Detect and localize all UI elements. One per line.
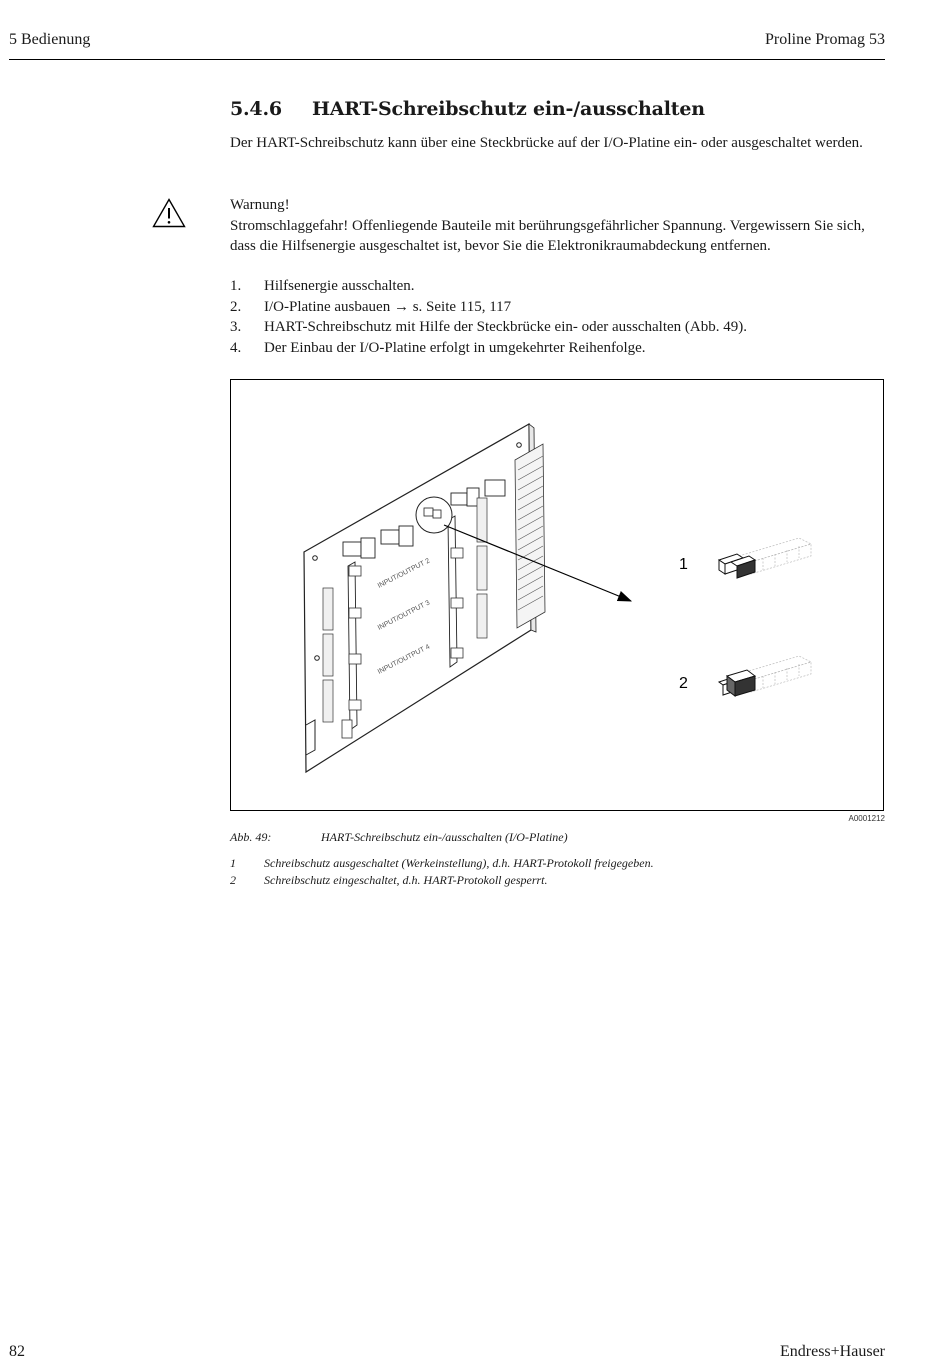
steps-list bbox=[230, 276, 890, 358]
figure-frame bbox=[230, 379, 884, 811]
header-rule bbox=[9, 59, 885, 60]
jumper-position-2 bbox=[719, 656, 811, 696]
intro-paragraph: Der HART-Schreibschutz kann über eine Steckbrücke auf der I/O-Platine ein- oder ausgeschaltet werden. bbox=[230, 135, 863, 151]
section-heading: HART-Schreibschutz ein-/ausschalten bbox=[312, 98, 705, 120]
section-title bbox=[230, 98, 705, 120]
board-label-io3: INPUT/OUTPUT 3 bbox=[376, 599, 432, 632]
section-number: 5.4.6 bbox=[230, 98, 282, 120]
list-item: 2. I/O-Platine ausbauen → s. Seite 115, 117 bbox=[230, 298, 512, 315]
board-outline bbox=[304, 424, 531, 772]
io-board-illustration bbox=[231, 380, 883, 810]
figure-caption bbox=[230, 830, 568, 845]
page-number: 82 bbox=[9, 1343, 25, 1360]
caption-label: Abb. 49: bbox=[230, 830, 272, 844]
warning-text: Stromschlaggefahr! Offenliegende Bauteile mit berührungsgefährlicher Spannung. Vergewissern Sie sich, dass die Hilfsenergie ausgeschaltet ist, bevor Sie die Elektronikraumabdeckung entfernen. bbox=[230, 217, 865, 254]
figure-id: A0001212 bbox=[848, 814, 885, 823]
caption-text: HART-Schreibschutz ein-/ausschalten (I/O-Platine) bbox=[321, 830, 568, 844]
legend-item: 1 Schreibschutz ausgeschaltet (Werkeinstellung), d.h. HART-Protokoll freigegeben. bbox=[230, 856, 654, 870]
list-item: 4. Der Einbau der I/O-Platine erfolgt in umgekehrter Reihenfolge. bbox=[230, 339, 646, 356]
warning-triangle-icon bbox=[152, 198, 186, 228]
header-product: Proline Promag 53 bbox=[765, 31, 885, 48]
callout-1: 1 bbox=[679, 556, 688, 573]
footer-brand: Endress+Hauser bbox=[780, 1343, 885, 1360]
callout-2: 2 bbox=[679, 675, 688, 692]
warning-block bbox=[230, 195, 890, 257]
list-item: 1. Hilfsenergie ausschalten. bbox=[230, 278, 415, 294]
header-section: 5 Bedienung bbox=[9, 31, 91, 48]
board-label-io2: INPUT/OUTPUT 2 bbox=[376, 557, 432, 590]
legend-item: 2 Schreibschutz eingeschaltet, d.h. HART-Protokoll gesperrt. bbox=[230, 873, 548, 887]
warning-heading: Warnung! bbox=[230, 197, 290, 213]
list-item: 3. HART-Schreibschutz mit Hilfe der Steckbrücke ein- oder ausschalten (Abb. 49). bbox=[230, 319, 747, 335]
board-label-io4: INPUT/OUTPUT 4 bbox=[376, 643, 432, 676]
jumper-position-1 bbox=[719, 538, 811, 578]
